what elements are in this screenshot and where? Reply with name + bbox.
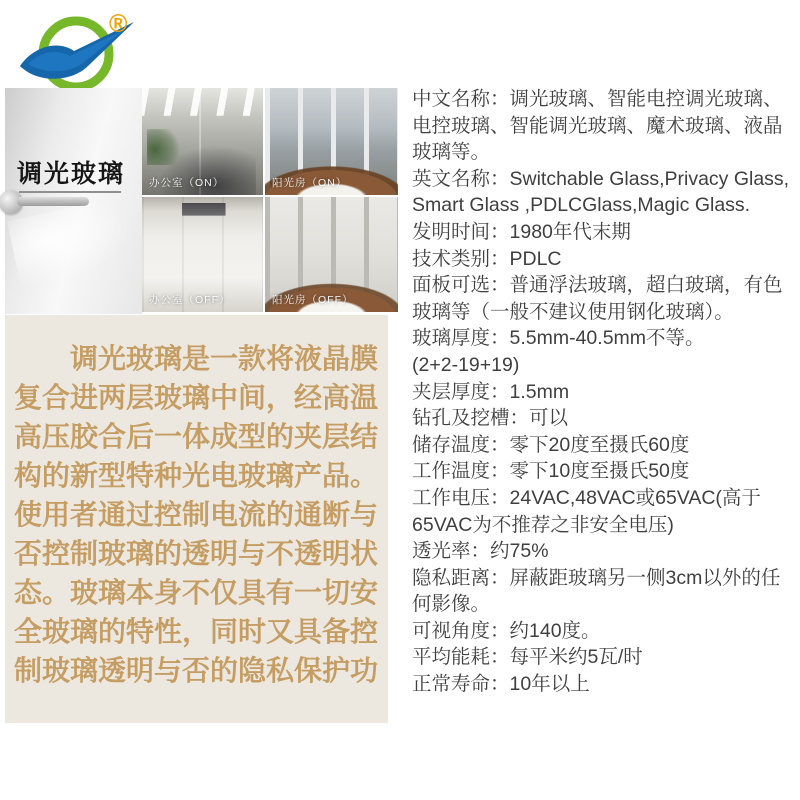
photo-scene-office-off [142, 197, 263, 312]
spec-line: 夹层厚度：1.5mm [412, 380, 570, 403]
spec-line: 发明时间：1980年代末期 [412, 220, 631, 243]
title-underline [19, 191, 121, 193]
spec-line: (2+2-19+19) [412, 353, 520, 376]
spec-line: 隐私距离：屏蔽距玻璃另一侧3cm以外的任何影像。 [412, 566, 781, 616]
spec-line: 正常寿命：10年以上 [412, 673, 590, 696]
photo-scene-bay-off [265, 197, 398, 312]
spec-line: 玻璃厚度：5.5mm-40.5mm不等。 [412, 327, 705, 350]
intro-paragraph: 调光玻璃是一款将液晶膜复合进两层玻璃中间，经高温高压胶合后一体成型的夹层结构的新型特种光电玻璃产品。使用者通过控制电流的通断与否控制玻璃的透明与不透明状态。玻璃本身不仅具有一切安全玻璃的特性，同时又具备控制玻璃透明与否的隐私保护功 [14, 343, 379, 686]
door-handle-bar [17, 197, 89, 206]
glass-door-panel [5, 88, 142, 314]
photo-scene-office-on [142, 88, 263, 195]
photo-label: 阳光房（OFF） [272, 294, 354, 306]
spec-line: 中文名称：调光玻璃、智能电控调光玻璃、电控玻璃、智能调光玻璃、魔术玻璃、液晶玻璃等。 [412, 88, 783, 164]
photo-scene-bay-on [265, 88, 398, 195]
product-montage [5, 88, 400, 314]
spec-line: 透光率：约75% [412, 540, 549, 563]
photo-label: 办公室（ON） [149, 177, 225, 189]
intro-block [5, 315, 388, 723]
spec-line: 工作温度：零下10度至摄氏50度 [412, 460, 690, 483]
spec-line: 可视角度：约140度。 [412, 619, 601, 642]
photo-label: 阳光房（ON） [272, 177, 348, 189]
photo-grid [142, 88, 400, 314]
spec-line: 工作电压：24VAC,48VAC或65VAC(高于65VAC为不推荐之非安全电压) [412, 486, 761, 536]
spec-line: 面板可选：普通浮法玻璃，超白玻璃，有色玻璃等（一般不建议使用钢化玻璃）。 [412, 274, 783, 323]
registered-trademark-icon: ® [109, 10, 128, 38]
spec-line: 技术类别：PDLC [412, 247, 562, 270]
spec-line: 储存温度：零下20度至摄氏60度 [412, 433, 690, 456]
spec-line: 钻孔及挖槽：可以 [412, 407, 569, 430]
product-title: 调光玻璃 [17, 160, 126, 188]
photo-label: 办公室（OFF） [149, 294, 231, 306]
spec-line: 平均能耗：每平米约5瓦/时 [412, 646, 643, 669]
spec-line: 英文名称：Switchable Glass,Privacy Glass, Smart Glass ,PDLCGlass,Magic Glass. [412, 167, 790, 217]
spec-list [412, 86, 796, 698]
